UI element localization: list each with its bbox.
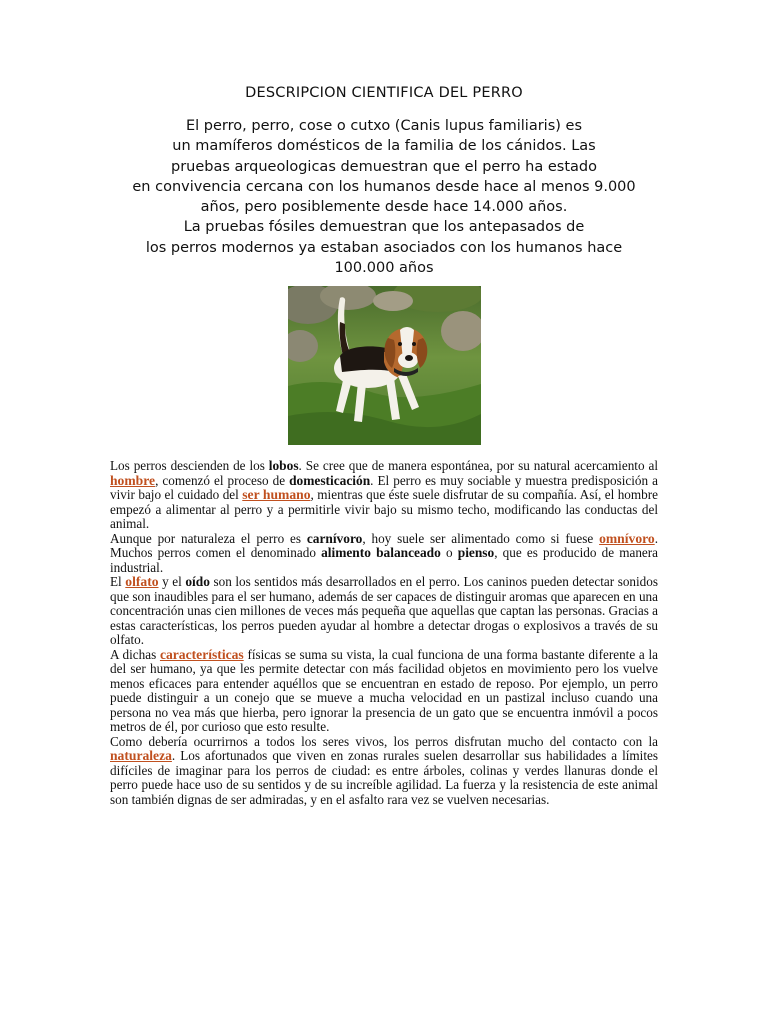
bold-term: lobos [268, 458, 299, 473]
link-olfato[interactable]: olfato [125, 574, 159, 589]
link-ser-humano[interactable]: ser humano [242, 487, 311, 502]
link-caracteristicas[interactable]: características [159, 646, 244, 662]
paragraph-vision: A dichas características físicas se suma su vista, la cual funciona de una forma bastante diferente a la del ser humano, ya que les permite detectar con más facilidad objetos en movimiento pero los vuelve menos eficaces para entender aquéllos que se encuentran en estado de reposo. Por ejemplo, un perro puede distinguir a un conejo que se mueve a mucha velocidad en un pastizal incluso cuando una persona no vea más que hierba, pero ignorar la presencia de un gato que se encuentra inmóvil a pocos metros de él, por curioso que esto resulte. [110, 646, 658, 734]
beagle-photo [288, 286, 481, 445]
bold-term: carnívoro [306, 530, 363, 546]
beagle-dog-photo-icon [288, 286, 481, 445]
link-naturaleza[interactable]: naturaleza [110, 748, 172, 763]
intro-line: 100.000 años [334, 260, 434, 277]
paragraph-senses: El olfato y el oído son los sentidos más desarrollados en el perro. Los caninos pueden detectar sonidos que son inaudibles para el ser humano, además de ser capaces de distinguir aromas que aparecen en una concentración unas cien millones de veces más pequeña que aquellas que captan las personas. Gracias a estas características, los perros pueden ayudar al hombre a detectar drogas o explosivos a través de su olfato. [110, 574, 658, 647]
intro-line: en convivencia cercana con los humanos desde hace al menos 9.000 [132, 178, 636, 195]
intro-line: El perro, perro, cose o cutxo (Canis lupus familiaris) es [186, 118, 582, 134]
link-omnivoro[interactable]: omnívoro [599, 530, 655, 546]
paragraph-wolves: Los perros descienden de los lobos. Se cree que de manera espontánea, por su natural acercamiento al hombre, comenzó el proceso de domesticación. El perro es muy sociable y muestra predisposición a vivir bajo el cuidado del ser humano, mientras que éste suele disfrutar de su compañía. Así, el hombre empezó a alimentar al perro y a permitirle vivir bajo su mismo techo, modificando las conductas del animal. [110, 458, 658, 531]
intro-line: años, pero posiblemente desde hace 14.000 años. [200, 199, 568, 216]
intro-line: los perros modernos ya estaban asociados con los humanos hace [145, 239, 623, 256]
bold-term: alimento balanceado [321, 545, 441, 560]
paragraph-nature: Como debería ocurrirnos a todos los seres vivos, los perros disfrutan mucho del contacto con la naturaleza. Los afortunados que viven en zonas rurales suelen desarrollar sus habilidades a límites difíciles de imaginar para los perros de ciudad: es entre árboles, colinas y verdes llanuras donde el perro puede hace uso de su sentidos y de su increíble agilidad. La fuerza y la resistencia de este animal son también dignas de ser admiradas, y en el asfalto rara vez se vuelven necesarias. [110, 733, 658, 807]
intro-line: La pruebas fósiles demuestran que los antepasados de [183, 219, 585, 236]
intro-line: un mamíferos domésticos de la familia de los cánidos. Las [172, 138, 596, 155]
link-hombre[interactable]: hombre [110, 472, 156, 488]
bold-term: domesticación [289, 472, 371, 488]
document-title: DESCRIPCION CIENTIFICA DEL PERRO [245, 85, 523, 101]
body-text [110, 459, 658, 807]
paragraph-diet: Aunque por naturaleza el perro es carnívoro, hoy suele ser alimentado como si fuese omnívoro. Muchos perros comen el denominado alimento balanceado o pienso, que es producido de manera industrial. [110, 530, 659, 575]
intro-paragraph [60, 116, 708, 278]
bold-term: pienso [457, 545, 495, 560]
bold-term: oído [185, 574, 210, 589]
intro-line: pruebas arqueologicas demuestran que el perro ha estado [171, 158, 597, 175]
